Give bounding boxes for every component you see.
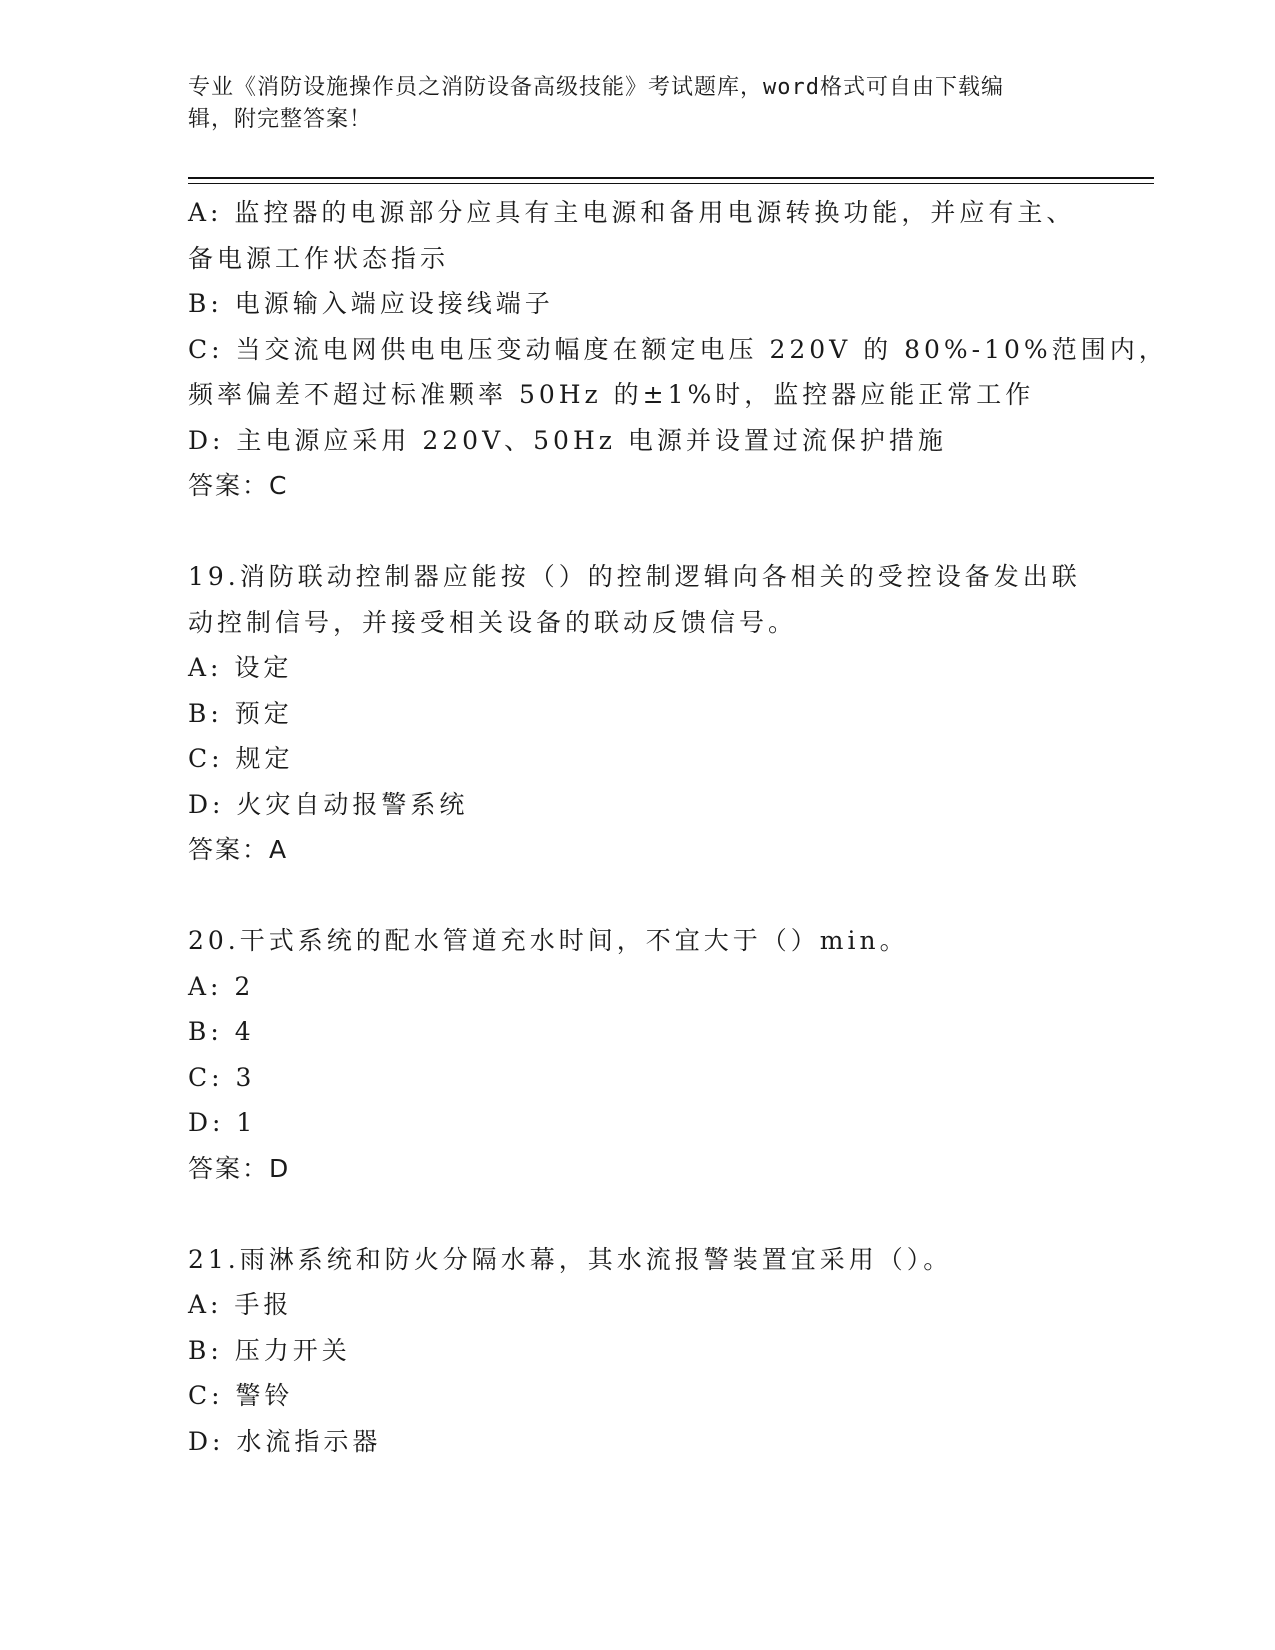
option-c-line-1: C: 当交流电网供电电压变动幅度在额定电压 220V 的 80%-10%范围内， (188, 334, 1168, 364)
header-line-1: 专业《消防设施操作员之消防设备高级技能》考试题库，word格式可自由下载编 (188, 75, 1004, 100)
option-c-line-2: 频率偏差不超过标准颗率 50Hz 的±1%时，监控器应能正常工作 (188, 380, 1035, 409)
spacer (188, 1191, 1088, 1237)
option-d: D: 水流指示器 (188, 1426, 382, 1456)
question-18 (188, 190, 1168, 509)
header-divider-thick (188, 177, 1154, 179)
answer: 答案：D (188, 1153, 291, 1183)
option-a: A: 设定 (188, 653, 293, 682)
question-19 (188, 554, 1088, 873)
answer: 答案：C (188, 471, 289, 500)
question-stem: 20.干式系统的配水管道充水时间，不宜大于（）min。 (188, 926, 909, 955)
question-stem: 21.雨淋系统和防火分隔水幕，其水流报警装置宜采用（）。 (188, 1244, 953, 1274)
question-21 (188, 1237, 1088, 1465)
option-a-line-1: A: 监控器的电源部分应具有主电源和备用电源转换功能，并应有主、 (188, 198, 1076, 227)
spacer (188, 509, 1088, 555)
spacer (188, 873, 1088, 919)
option-d: D: 主电源应采用 220V、50Hz 电源并设置过流保护措施 (188, 425, 947, 455)
option-b: B: 预定 (188, 698, 293, 728)
option-c: C: 规定 (188, 744, 294, 773)
option-b: B: 压力开关 (188, 1335, 351, 1365)
option-d: D: 火灾自动报警系统 (188, 789, 469, 819)
question-stem-line-2: 动控制信号，并接受相关设备的联动反馈信号。 (188, 607, 798, 637)
option-c: C: 警铃 (188, 1381, 294, 1410)
question-20 (188, 918, 1088, 1191)
option-a: A: 2 (188, 971, 255, 1001)
document-header (188, 72, 1068, 136)
header-line-2: 辑，附完整答案！ (188, 107, 373, 132)
option-a-line-2: 备电源工作状态指示 (188, 243, 450, 273)
option-d: D: 1 (188, 1108, 257, 1137)
option-b: B: 4 (188, 1017, 255, 1046)
question-list (188, 190, 1168, 1464)
answer: 答案：A (188, 835, 289, 864)
option-c: C: 3 (188, 1062, 256, 1092)
option-b: B: 电源输入端应设接线端子 (188, 289, 554, 318)
question-stem-line-1: 19.消防联动控制器应能按（）的控制逻辑向各相关的受控设备发出联 (188, 562, 1081, 591)
option-a: A: 手报 (188, 1290, 293, 1319)
header-divider-thin (188, 183, 1154, 184)
